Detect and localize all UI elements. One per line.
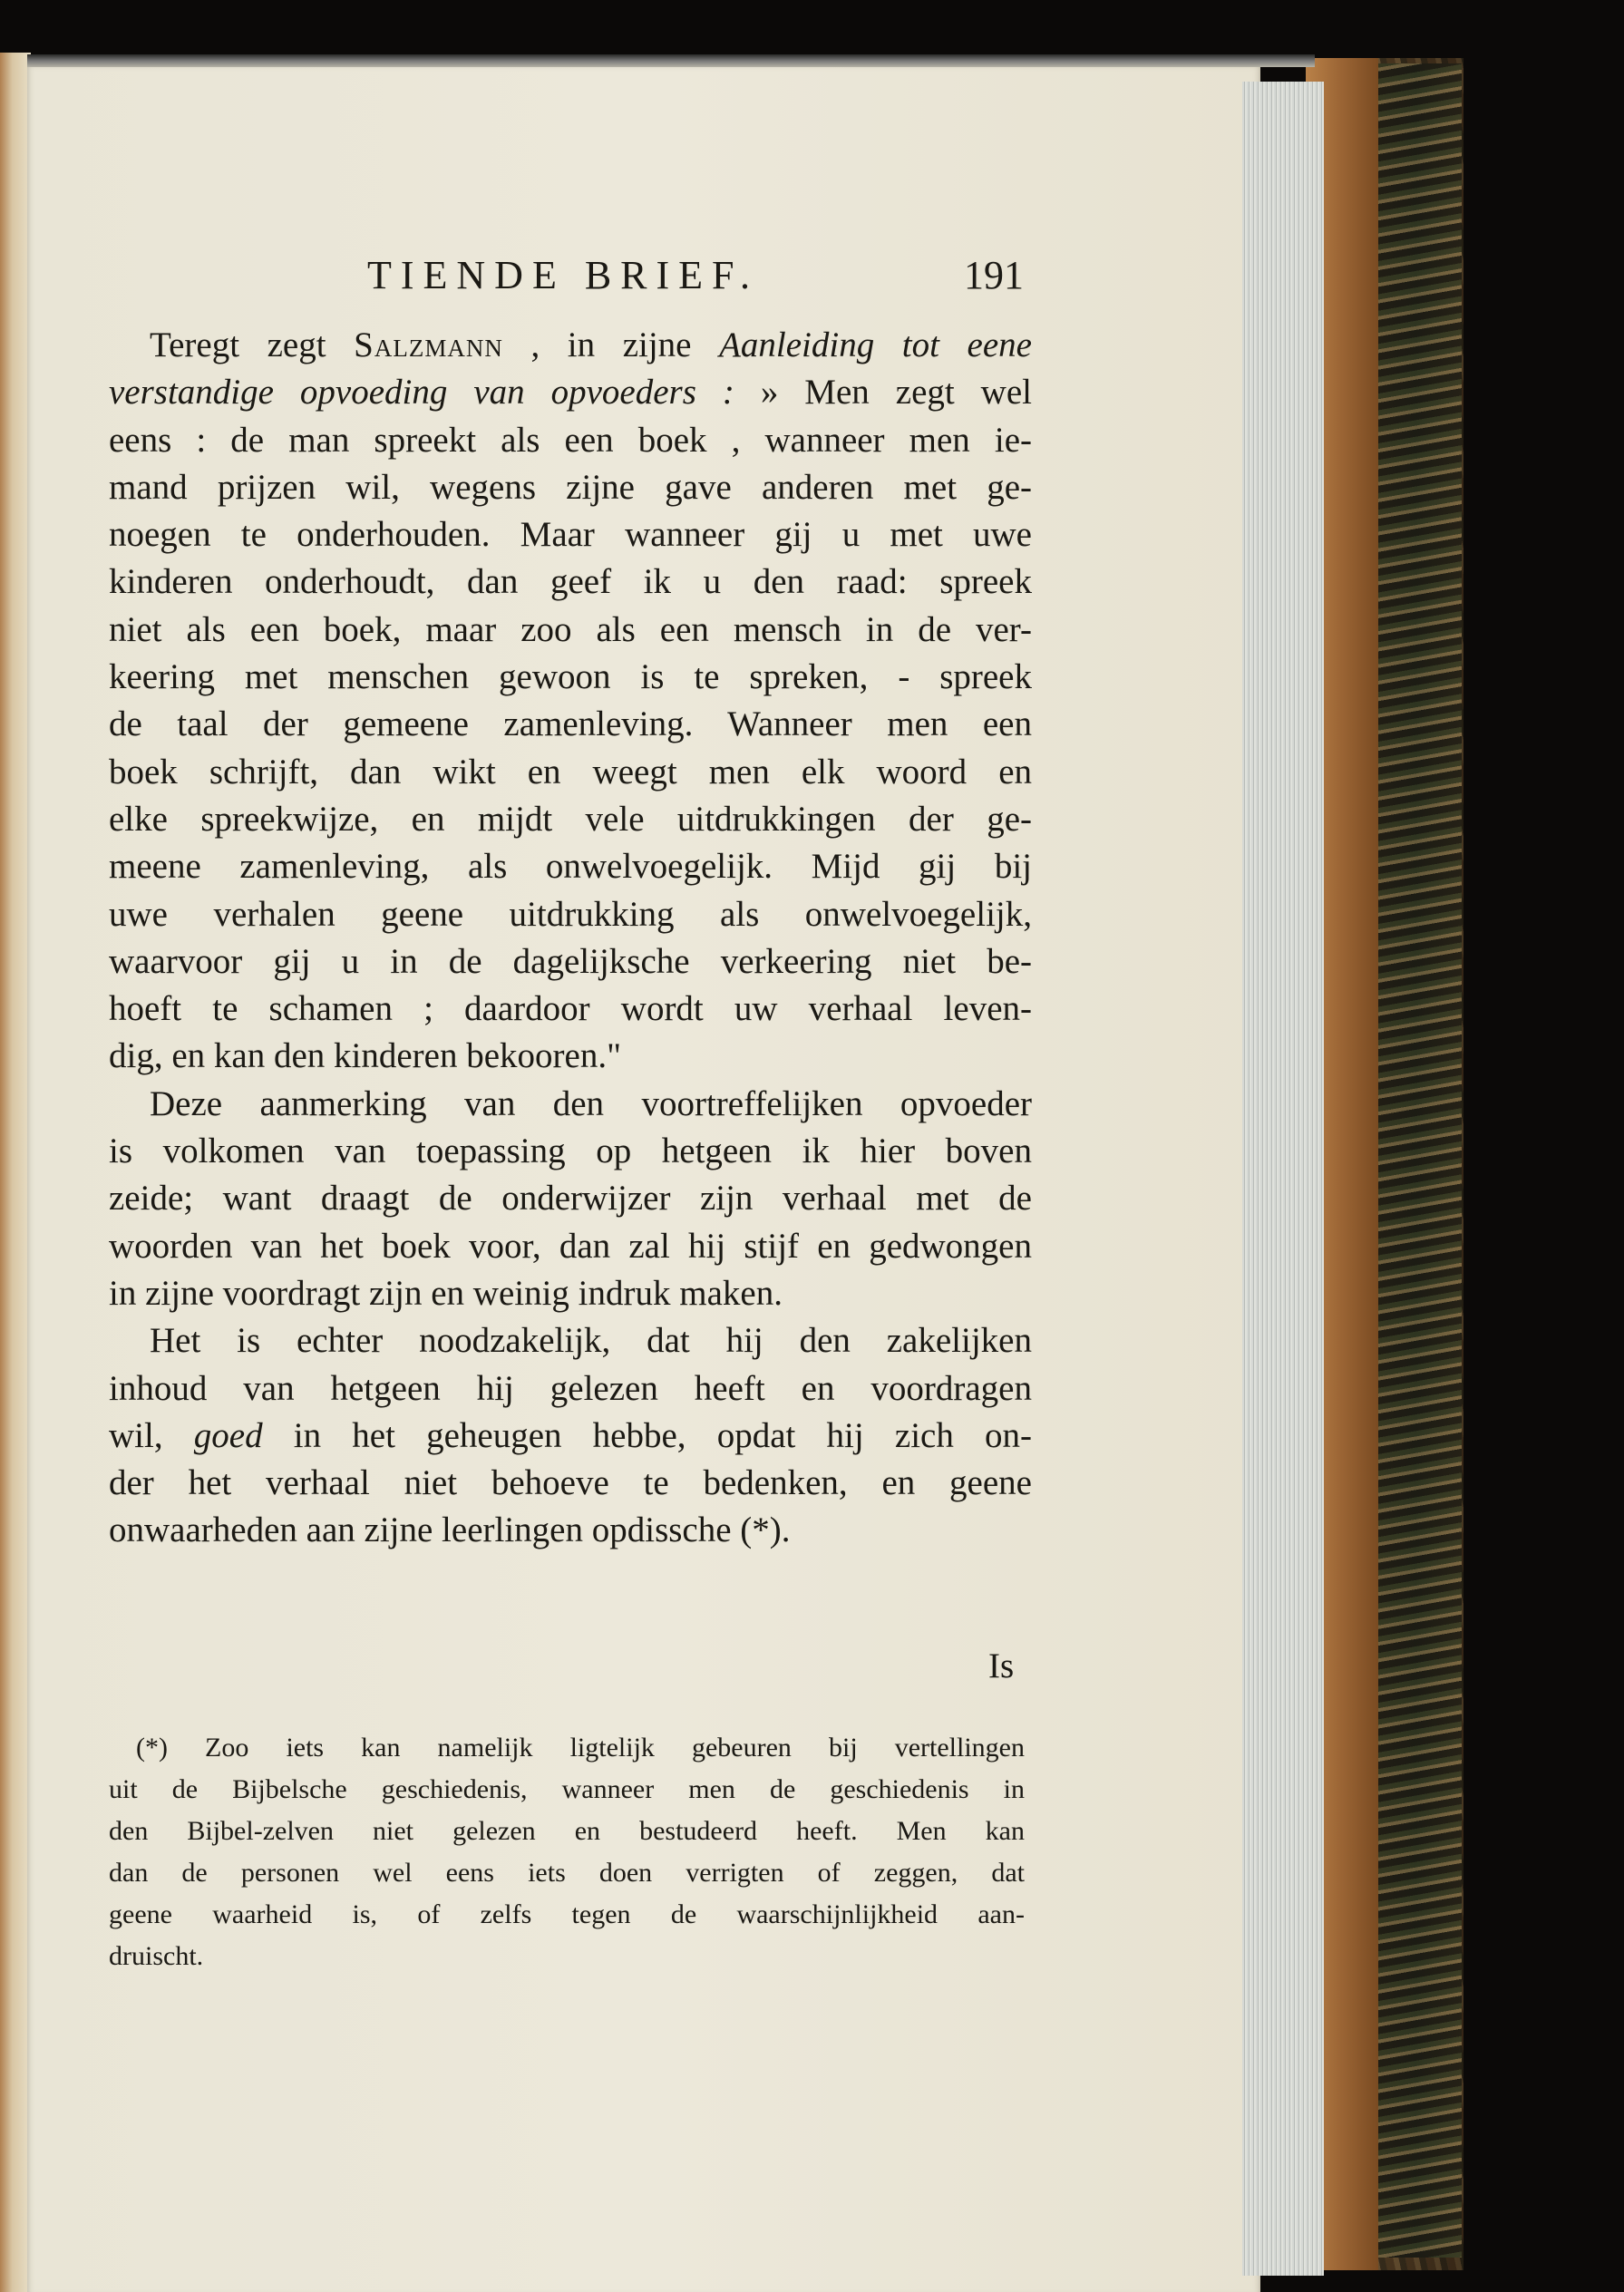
text-line: inhoud van hetgeen hij gelezen heeft en voordragen (109, 1368, 1032, 1408)
text-line: Het is echter noodzakelijk, dat hij den zakelijken (150, 1321, 1032, 1361)
text-line: boek schrijft, dan wikt en weegt men elk woord en (109, 752, 1032, 792)
text-line: de taal der gemeene zamenleving. Wanneer men een (109, 704, 1032, 744)
catchword: Is (988, 1646, 1015, 1685)
text-line: mand prijzen wil, wegens zijne gave anderen met ge- (109, 467, 1032, 507)
running-title: TIENDE BRIEF. (367, 253, 760, 297)
text-line: niet als een boek, maar zoo als een mensch in de ver- (109, 609, 1032, 649)
text-line: Deze aanmerking van den voortreffelijken opvoeder (150, 1083, 1032, 1123)
emphasis-word: goed (193, 1415, 263, 1455)
footnote-line: druischt. (109, 1941, 204, 1971)
page-stack-edges (1242, 82, 1324, 2276)
footnote-line: den Bijbel-zelven niet gelezen en bestudeerd heeft. Men kan (109, 1816, 1025, 1846)
text-line: uwe verhalen geene uitdrukking als onwelvoegelijk, (109, 894, 1032, 934)
text-line: hoeft te schamen ; daardoor wordt uw verhaal leven- (109, 989, 1032, 1029)
page-number: 191 (964, 253, 1024, 297)
text-line: in zijne voordragt zijn en weinig indruk maken. (109, 1273, 783, 1313)
text-line: noegen te onderhouden. Maar wanneer gij u met uwe (109, 515, 1032, 555)
footnote-line: uit de Bijbelsche geschiedenis, wanneer men de geschiedenis in (109, 1774, 1025, 1804)
footnote (109, 1727, 1025, 1977)
text-line: keering met menschen gewoon is te spreken, - spreek (109, 657, 1032, 697)
author-name: Salzmann (354, 325, 503, 364)
footnote-line: geene waarheid is, of zelfs tegen de waarschijnlijkheid aan- (109, 1899, 1025, 1929)
text-line: Teregt zegt Salzmann , in zijne Aanleiding tot eene (150, 325, 1032, 364)
facing-page-edge (0, 53, 31, 2292)
text-line: der het verhaal niet behoeve te bedenken, en geene (109, 1463, 1032, 1503)
text-line: elke spreekwijze, en mijdt vele uitdrukkingen der ge- (109, 799, 1032, 839)
text-line: zeide; want draagt de onderwijzer zijn verhaal met de (109, 1179, 1032, 1219)
footnote-line: (*) Zoo iets kan namelijk ligtelijk gebeuren bij vertellingen (136, 1733, 1025, 1763)
marbled-board-edge (1371, 63, 1462, 2258)
text-line: onwaarheden aan zijne leerlingen opdissche (*). (109, 1510, 791, 1550)
text-line: is volkomen van toepassing op hetgeen ik hier boven (109, 1131, 1032, 1171)
book-title-cont: verstandige opvoeding van opvoeders : (109, 373, 734, 413)
footnote-line: dan de personen wel eens iets doen verrigten of zeggen, dat (109, 1858, 1025, 1888)
page-top-shadow (27, 54, 1315, 67)
text-line: woorden van het boek voor, dan zal hij stijf en gedwongen (109, 1226, 1032, 1266)
text-line: meene zamenleving, als onwelvoegelijk. Mijd gij bij (109, 847, 1032, 887)
book-title: Aanleiding tot eene (719, 325, 1032, 364)
text-line: kinderen onderhoudt, dan geef ik u den raad: spreek (109, 562, 1032, 602)
text-line: wil, goed in het geheugen hebbe, opdat hij zich on- (109, 1415, 1032, 1455)
body-text (109, 322, 1032, 1555)
text-line: waarvoor gij u in de dagelijksche verkeering niet be- (109, 941, 1032, 981)
text-line: eens : de man spreekt als een boek , wanneer men ie- (109, 420, 1032, 460)
text-line: verstandige opvoeding van opvoeders : » Men zegt wel (109, 373, 1032, 413)
text-line: dig, en kan den kinderen bekooren." (109, 1036, 621, 1076)
